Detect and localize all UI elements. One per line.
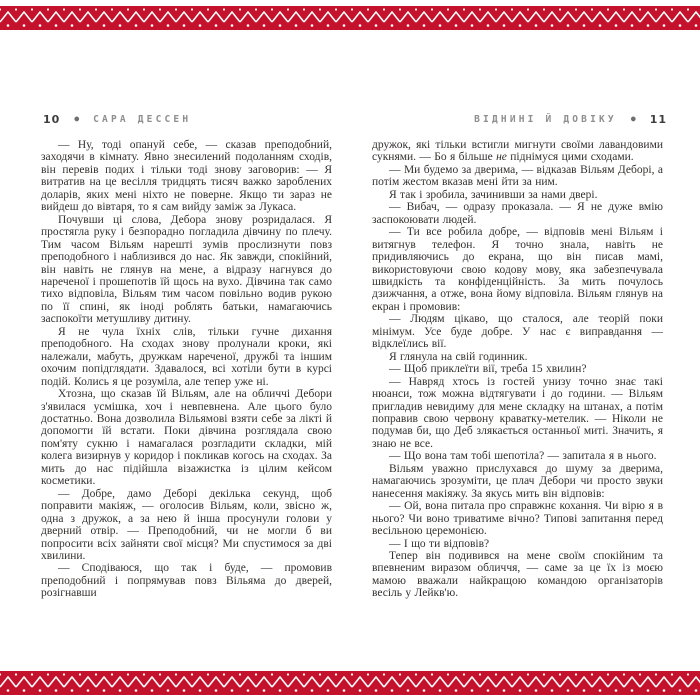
bullet-separator-icon: ●: [630, 114, 636, 123]
paragraph: Я не чула їхніх слів, тільки гучне дихання преподобного. На сходах знову пролунали кроки, які належали, мабуть, дружкам нареченої, дружбі та іншим охочим попідглядати. Здавалося, всі хотіли бути в курсі подій. Колись я це розуміла, але тепер уже ні.: [41, 325, 332, 388]
paragraph: — Що вона там тобі шепотіла? — запитала я в нього.: [389, 450, 657, 463]
running-title-author: САРА ДЕССЕН: [93, 113, 192, 125]
paragraph: Тепер він подивився на мене своїм спокійним та впевненим виразом обличчя, — саме за це їх із моєю мамою вважали найкращою командою організаторів весіль у Лейкв'ю.: [372, 549, 663, 600]
paragraph: Вільям уважно прислухався до шуму за дверима, намагаючись зрозуміти, це плач Дебори чи просто звуки нанесення макіяжу. За якусь мить він відповів:: [372, 462, 663, 500]
paragraph: — Добре, дамо Деборі декілька секунд, щоб поправити макіяж, — оголосив Вільям, коли, звісно ж, одна з дружок, а за нею й інша просунули голови у дверний отвір. — Преподобний, чи не могли б ви попросити всіх зайняти свої місця? Ми спустимося за дві хвилини.: [41, 487, 332, 562]
page-header-left: [43, 111, 191, 127]
paragraph: — І що ти відповів?: [389, 537, 490, 550]
bullet-separator-icon: ●: [74, 114, 80, 123]
paragraph: — Вибач, — одразу проказала. — Я не дуже вмію заспокоювати людей.: [372, 201, 663, 226]
page-number-right: 11: [649, 112, 667, 126]
paragraph: Я так і зробила, зачинивши за нами двері.: [389, 188, 598, 201]
decorative-band-bottom-icon: [0, 671, 700, 695]
page-right-text-column: [372, 139, 663, 600]
paragraph: — Навряд хтось із гостей унизу точно знає такі нюанси, тож можна відтягувати і до години. — Вільям пригладив невидиму для мене складку на штанах, а потім поправив свою червону краватку-метелик. — Ніколи не подумав би, що Деб злякається останньої миті. Значить, я знаю не все.: [372, 375, 663, 450]
paragraph: Хтозна, що сказав їй Вільям, але на обличчі Дебори з'явилася усмішка, хоч і невпевнена. Але цього було достатньо. Вона дозволила Вільямові взяти себе за лікті й допомогти їй встати. Поки дівчина розглядала свою пом'яту сукню і намагалася розгладити складки, мій колега визирнув у коридор і покликав когось на сходах. За мить до нас підійшла візажистка із цілим кейсом косметики.: [41, 388, 332, 488]
page-number-left: 10: [43, 112, 61, 126]
running-title-book: ВІДНИНІ Й ДОВІКУ: [474, 113, 617, 125]
paragraph: — Ну, тоді опануй себе, — сказав преподобний, заходячи в кімнату. Явно знесилений подоланням сходів, він перевів подих і тільки тоді знову заговорив: — Я витратив на це весілля тридцять тисяч важко зароблених доларів, яких мені ніхто не поверне. Якщо ти зараз не вийдеш до вівтаря, то я сам вийду заміж за Лукаса.: [41, 139, 332, 214]
decorative-band-top-icon: [0, 6, 700, 30]
paragraph: — Ти все робила добре, — відповів мені Вільям і витягнув телефон. Я точно знала, навіть не придивляючись до екрана, що він писав мамі, використовуючи свою кодову мову, яка забезпечувала швидкість та конфіденційність. За мить почулось дзижчання, а отже, вона йому відповіла. Вільям глянув на екран і промовив:: [372, 226, 663, 313]
page-header-right: [474, 111, 667, 127]
paragraph: — Людям цікаво, що сталося, але теорій поки мінімум. Усе буде добре. У нас є виправдання — відклеїлись вії.: [372, 313, 663, 351]
paragraph: Почувши ці слова, Дебора знову розридалася. Я простягла руку і безпорадно погладила дівчину по плечу. Тим часом Вільям нарешті зумів прослизнути повз преподобного і наблизився до нас. Як завжди, спокійний, він навіть не глянув на мене, а відразу нагнувся до нареченої і прошепотів їй щось на вухо. Дівчина так само тихо відповіла, Вільям тим часом повільно водив рукою по її спині, як іноді роблять батьки, намагаючись заспокоїти метушливу дитину.: [41, 213, 332, 326]
paragraph: — Ми будемо за дверима, — відказав Вільям Деборі, а потім жестом вказав мені йти за ним.: [372, 163, 663, 189]
paragraph: Я глянула на свій годинник.: [389, 350, 528, 363]
paragraph: дружок, які тільки встигли мигнути своїми лавандовими сукнями. — Бо я більше не піднімуся цими сходами.: [372, 139, 663, 164]
paragraph: — Ой, вона питала про справжнє кохання. Чи вірю я в нього? Чи воно триватиме вічно? Типові запитання перед весільною церемонією.: [372, 500, 663, 538]
paragraph: — Щоб приклеїти вії, треба 15 хвилин?: [389, 363, 587, 376]
paragraph: — Сподіваюся, що так і буде, — промовив преподобний і попрямував повз Вільяма до дверей, розігнавши: [41, 562, 332, 600]
page-left-text-column: [41, 139, 332, 600]
